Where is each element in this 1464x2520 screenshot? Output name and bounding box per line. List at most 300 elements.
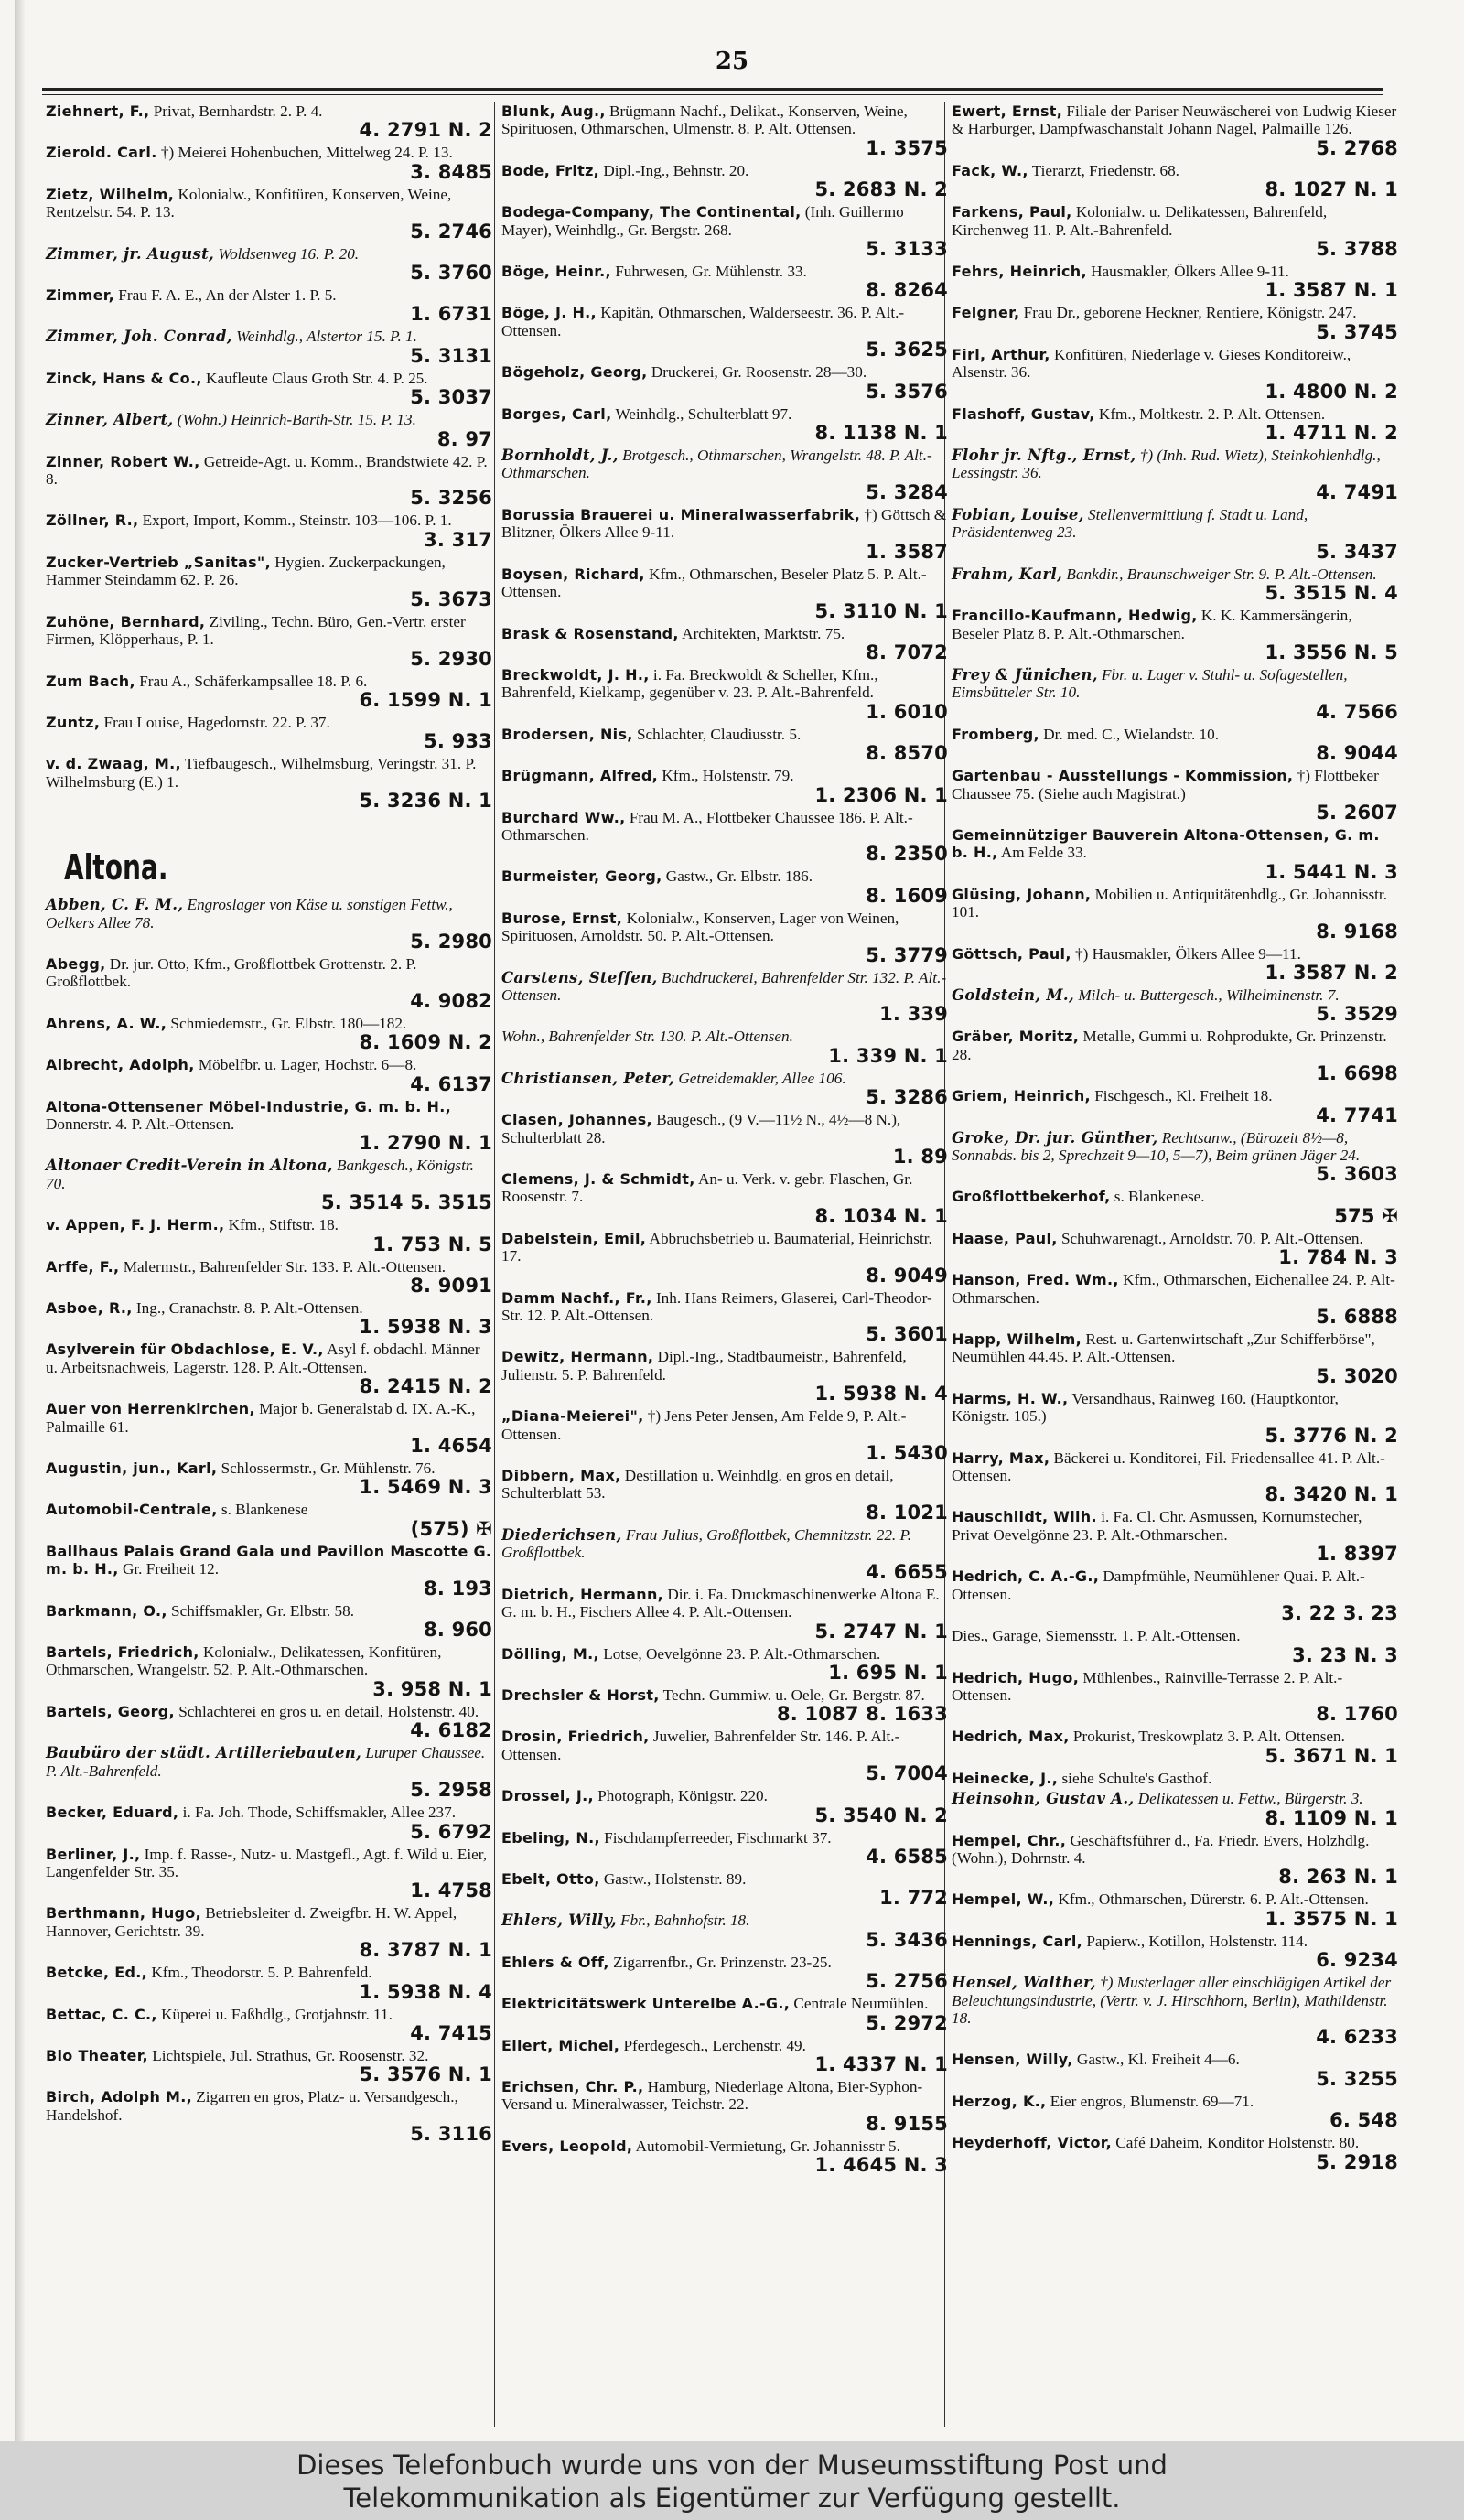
entry-details: Gastw., Holstenstr. 89.: [603, 1869, 747, 1888]
entry-details: Dipl.-Ing., Stadtbaumeistr., Bahrenfeld, Julienstr. 5. P. Bahrenfeld.: [501, 1348, 907, 1384]
phone-number: 5. 3601: [866, 1323, 948, 1346]
phone-number: 4. 6182: [410, 1719, 492, 1742]
directory-entry: [46, 714, 492, 752]
entry-name: Hempel, W.,: [952, 1890, 1055, 1909]
entry-name: Zinner, Albert,: [46, 411, 174, 429]
directory-entry: [952, 2093, 1398, 2131]
directory-entry: [952, 1728, 1398, 1766]
phone-number: 4. 6233: [1316, 2026, 1398, 2049]
entry-details: Frau M. A., Flottbeker Chaussee 186. P. Alt.-Othmarschen.: [501, 808, 913, 844]
column-1-entries-altona: [46, 896, 492, 2145]
phone-number: (575) ✠: [410, 1517, 492, 1540]
entry-details: Luruper Chaussee. P. Alt.-Bahrenfeld.: [46, 1744, 486, 1780]
phone-number: 5. 3779: [866, 943, 948, 966]
page-number: 25: [715, 48, 749, 75]
entry-details: (Inh. Guillermo Mayer), Weinhdlg., Gr. Bergstr. 268.: [501, 203, 904, 239]
entry-name: Ebelt, Otto,: [501, 1869, 600, 1888]
directory-entry: [501, 1170, 948, 1227]
entry-details: Café Daheim, Konditor Holstenstr. 80.: [1115, 2134, 1360, 2152]
entry-name: Brügmann, Alfred,: [501, 767, 659, 785]
phone-number: 575 ✠: [1334, 1204, 1398, 1227]
directory-entry: [46, 286, 492, 325]
entry-details: Zigarren en gros, Platz- u. Versandgesch., Handelshof.: [46, 2088, 458, 2124]
directory-entry: [501, 363, 948, 402]
entry-name: Auer von Herrenkirchen,: [46, 1400, 255, 1418]
entry-details: Papierw., Kotillon, Holstenstr. 114.: [1086, 1932, 1308, 1950]
phone-number: 5. 3037: [410, 386, 492, 409]
entry-details: Kolonialw., Konserven, Lager von Weinen, Spirituosen, Arnoldstr. 50. P. Alt.-Ottensen.: [501, 909, 899, 945]
entry-name: Ehlers & Off,: [501, 1953, 609, 1971]
entry-name: Brask & Rosenstand,: [501, 624, 679, 642]
entry-name: Burose, Ernst,: [501, 909, 623, 927]
entry-name: Hedrich, Hugo,: [952, 1668, 1080, 1686]
directory-entry: [952, 2134, 1398, 2172]
column-1: [46, 102, 492, 2148]
entry-name: Zuntz,: [46, 713, 101, 731]
section-heading-altona: Altona.: [64, 847, 168, 888]
entry-details: i. Fa. Cl. Chr. Asmussen, Kornumstecher, Privat Oevelgönne 23. P. Alt.-Othmarschen.: [952, 1508, 1362, 1544]
entry-details: Kolonialw., Konfitüren, Konserven, Weine, Rentzelstr. 54. P. 13.: [46, 185, 452, 221]
entry-details: Dampfmühle, Neumühlener Quai. P. Alt.-Ottensen.: [952, 1567, 1365, 1603]
directory-entry: [46, 1501, 492, 1539]
phone-number: 5. 3286: [866, 1086, 948, 1109]
entry-details: Rest. u. Gartenwirtschaft „Zur Schifferbörse", Neumühlen 44.45. P. Alt.-Ottensen.: [952, 1330, 1375, 1366]
entry-details: Weinhdlg., Alstertor 15. P. 1.: [236, 328, 417, 346]
entry-name: Abegg,: [46, 954, 106, 973]
entry-details: Kolonialw. u. Delikatessen, Bahrenfeld, Kirchenweg 11. P. Alt.-Bahrenfeld.: [952, 203, 1328, 239]
entry-name: Diederichsen,: [501, 1525, 622, 1544]
phone-number: 8. 1609: [866, 884, 948, 907]
directory-entry: [952, 1390, 1398, 1447]
phone-number: 1. 3587: [866, 540, 948, 563]
phone-number: 4. 2791 N. 2: [359, 119, 492, 142]
entry-name: Bartels, Georg,: [46, 1702, 175, 1720]
entry-name: Hensen, Willy,: [952, 2051, 1073, 2069]
entry-details: Brügmann Nachf., Delikat., Konserven, Weine, Spirituosen, Othmarschen, Ulmenstr. 8. P. Alt. Ottensen.: [501, 102, 908, 138]
entry-details: Buchdruckerei, Bahrenfelder Str. 132. P. Alt.-Ottensen.: [501, 968, 947, 1004]
entry-name: Dewitz, Hermann,: [501, 1348, 654, 1366]
entry-name: Bögeholz, Georg,: [501, 363, 648, 382]
phone-number: 8. 1087 8. 1633: [776, 1703, 948, 1726]
phone-number: 8. 1760: [1316, 1703, 1398, 1726]
entry-details: Frau Julius, Großflottbek, Chemnitzstr. 22. P. Großflottbek.: [501, 1525, 912, 1562]
directory-entry: [952, 886, 1398, 942]
phone-number: 8. 9044: [1316, 742, 1398, 765]
entry-name: Augustin, jun., Karl,: [46, 1459, 218, 1478]
entry-name: Ewert, Ernst,: [952, 102, 1063, 120]
phone-number: 8. 97: [436, 427, 492, 450]
entry-name: Ziehnert, F.,: [46, 102, 150, 120]
entry-details: Engroslager von Käse u. sonstigen Fettw., Oelkers Allee 78.: [46, 896, 453, 932]
phone-number: 5. 3133: [866, 238, 948, 261]
phone-number: 1. 784 N. 3: [1278, 1246, 1398, 1269]
directory-entry: [46, 1015, 492, 1053]
header-rule-thin: [42, 94, 1383, 95]
entry-details: Kapitän, Othmarschen, Walderseestr. 36. P. Alt.-Ottensen.: [501, 304, 905, 339]
directory-entry: [501, 2037, 948, 2075]
phone-number: 1. 3587 N. 1: [1265, 279, 1398, 302]
directory-entry: [501, 565, 948, 622]
directory-entry: [46, 896, 492, 953]
phone-number: 1. 2306 N. 1: [814, 783, 948, 806]
phone-number: 1. 5430: [866, 1442, 948, 1465]
phone-number: 8. 9168: [1316, 920, 1398, 942]
phone-number: 6. 9234: [1316, 1949, 1398, 1972]
phone-number: 8. 960: [424, 1619, 492, 1642]
directory-entry: [952, 1449, 1398, 1506]
directory-entry: [952, 1129, 1398, 1186]
entry-name: Fobian, Louise,: [952, 505, 1084, 523]
phone-number: 5. 2980: [410, 930, 492, 953]
directory-entry: [952, 1669, 1398, 1726]
entry-details: Rechtsanw., (Bürozeit 8½—8, Sonnabds. bis 2, Sprechzeit 9—10, 5—7), Beim grünen Jäger 24.: [952, 1128, 1361, 1164]
phone-number: 1. 8397: [1316, 1543, 1398, 1566]
directory-entry: [952, 2051, 1398, 2089]
directory-entry: [952, 102, 1398, 159]
entry-name: Flohr jr. Nftg., Ernst,: [952, 447, 1136, 465]
directory-entry: [501, 1230, 948, 1287]
directory-entry: [46, 1804, 492, 1842]
phone-number: 1. 5938 N. 4: [814, 1383, 948, 1405]
phone-number: 1. 5441 N. 3: [1265, 860, 1398, 883]
entry-details: Konfitüren, Niederlage v. Gieses Konditoreiw., Alsenstr. 36.: [952, 345, 1351, 382]
entry-name: Griem, Heinrich,: [952, 1087, 1091, 1105]
directory-entry: [952, 986, 1398, 1025]
entry-details: Schuhwarenagt., Arnoldstr. 70. P. Alt.-Ottensen.: [1060, 1229, 1363, 1247]
phone-number: 5. 2918: [1316, 2150, 1398, 2173]
entry-details: Kfm., Holstenstr. 79.: [662, 767, 794, 785]
directory-entry: [46, 1543, 492, 1599]
entry-name: „Diana-Meierei",: [501, 1407, 644, 1426]
phone-number: 4. 6585: [866, 1845, 948, 1868]
phone-number: 4. 7415: [410, 2021, 492, 2044]
entry-details: Gastw., Kl. Freiheit 4—6.: [1076, 2051, 1240, 2069]
directory-entry: [952, 405, 1398, 444]
entry-details: †) Meierei Hohenbuchen, Mittelweg 24. P. 13.: [160, 144, 453, 162]
entry-details: Küperei u. Faßhdlg., Grotjahnstr. 11.: [161, 2005, 393, 2023]
directory-entry: [501, 1787, 948, 1825]
entry-name: Dietrich, Hermann,: [501, 1585, 664, 1603]
phone-number: 3. 23 N. 3: [1292, 1643, 1398, 1666]
entry-name: Bornholdt, J.,: [501, 447, 619, 465]
entry-name: Drossel, J.,: [501, 1787, 594, 1805]
phone-number: 4. 7741: [1316, 1104, 1398, 1126]
entry-details: †) Hausmakler, Ölkers Allee 9—11.: [1075, 944, 1301, 963]
phone-number: 5. 3020: [1316, 1364, 1398, 1387]
directory-entry: [952, 565, 1398, 604]
directory-entry: [46, 1703, 492, 1741]
entry-details: Kfm., Stiftstr. 18.: [228, 1216, 339, 1234]
entry-details: Geschäftsführer d., Fa. Friedr. Evers, Holzhdlg. (Wohn.), Dohrnstr. 4.: [952, 1831, 1370, 1867]
directory-entry: [46, 411, 492, 449]
entry-name: Hensel, Walther,: [952, 1974, 1096, 1992]
directory-entry: [952, 726, 1398, 764]
phone-number: 8. 263 N. 1: [1278, 1866, 1398, 1889]
directory-entry: [952, 1770, 1398, 1787]
phone-number: 5. 3540 N. 2: [814, 1804, 948, 1826]
directory-entry: [501, 1686, 948, 1725]
directory-entry: [952, 203, 1398, 260]
directory-entry: [952, 1028, 1398, 1084]
entry-name: Bettac, C. C.,: [46, 2005, 157, 2023]
entry-details: Getreide-Agt. u. Komm., Brandstwiete 42. P. 8.: [46, 452, 488, 489]
phone-number: 5. 3131: [410, 344, 492, 367]
phone-number: 1. 6698: [1316, 1062, 1398, 1085]
entry-details: Kfm., Theodorstr. 5. P. Bahrenfeld.: [151, 1964, 372, 1982]
phone-number: 5. 3236 N. 1: [359, 790, 492, 813]
directory-entry: [952, 1230, 1398, 1268]
entry-details: Schmiedemstr., Gr. Elbstr. 180—182.: [170, 1014, 407, 1032]
phone-number: 5. 3514 5. 3515: [320, 1191, 492, 1214]
directory-entry: [501, 304, 948, 361]
entry-name: Asylverein für Obdachlose, E. V.,: [46, 1341, 324, 1359]
phone-number: 1. 3575 N. 1: [1265, 1907, 1398, 1930]
phone-number: 1. 695 N. 1: [828, 1661, 948, 1684]
directory-entry: [501, 1728, 948, 1784]
directory-entry: [501, 1289, 948, 1346]
entry-name: Happ, Wilhelm,: [952, 1330, 1082, 1349]
entry-name: v. Appen, F. J. Herm.,: [46, 1216, 225, 1234]
entry-details: Dipl.-Ing., Behnstr. 20.: [603, 161, 749, 179]
entry-name: Barkmann, O.,: [46, 1601, 167, 1620]
directory-entry: [952, 1790, 1398, 1828]
entry-name: Berthmann, Hugo,: [46, 1904, 201, 1922]
phone-number: 8. 1609 N. 2: [359, 1031, 492, 1054]
phone-number: 5. 2756: [866, 1970, 948, 1993]
phone-number: 8. 1109 N. 1: [1265, 1806, 1398, 1829]
directory-entry: [46, 144, 492, 182]
phone-number: 5. 3576: [866, 380, 948, 403]
entry-details: Ing., Cranachstr. 8. P. Alt.-Ottensen.: [135, 1299, 363, 1317]
entry-name: Hedrich, C. A.-G.,: [952, 1567, 1100, 1586]
directory-entry: [952, 767, 1398, 824]
directory-entry: [952, 1567, 1398, 1624]
phone-number: 8. 8264: [866, 279, 948, 302]
entry-name: Burmeister, Georg,: [501, 867, 662, 886]
entry-details: Privat, Bernhardstr. 2. P. 4.: [153, 102, 323, 120]
entry-details: Druckerei, Gr. Roosenstr. 28—30.: [651, 363, 867, 382]
directory-entry: [46, 328, 492, 366]
column-2: [501, 102, 948, 2179]
entry-name: Burchard Ww.,: [501, 808, 626, 826]
directory-entry: [46, 1400, 492, 1457]
entry-name: Böge, J. H.,: [501, 304, 597, 322]
entry-details: K. K. Kammersängerin, Beseler Platz 8. P. Alt.-Othmarschen.: [952, 607, 1352, 642]
entry-name: Harry, Max,: [952, 1448, 1050, 1467]
entry-name: Ellert, Michel,: [501, 2036, 620, 2054]
entry-details: Donnerstr. 4. P. Alt.-Ottensen.: [46, 1115, 235, 1133]
entry-details: †) Göttsch & Blitzner, Ölkers Allee 9-11.: [501, 505, 947, 542]
entry-name: Clasen, Johannes,: [501, 1111, 652, 1129]
directory-entry: [46, 1643, 492, 1700]
phone-number: 8. 1027 N. 1: [1265, 178, 1398, 201]
entry-name: Francillo-Kaufmann, Hedwig,: [952, 607, 1198, 625]
directory-entry: [952, 826, 1398, 883]
entry-name: Altonaer Credit-Verein in Altona,: [46, 1157, 333, 1175]
entry-name: Ehlers, Willy,: [501, 1912, 617, 1930]
phone-number: 1. 5469 N. 3: [359, 1476, 492, 1499]
directory-entry: [46, 1098, 492, 1155]
column-1-entries-zimmer: [46, 102, 492, 812]
directory-entry: [46, 554, 492, 610]
column-3: [952, 102, 1398, 2176]
directory-entry: [46, 1904, 492, 1961]
entry-details: Kfm., Othmarschen, Dürerstr. 6. P. Alt.-Ottensen.: [1058, 1890, 1369, 1909]
directory-entry: [501, 1954, 948, 1992]
entry-name: Heyderhoff, Victor,: [952, 2134, 1112, 2152]
entry-name: Hauschildt, Wilh.: [952, 1508, 1097, 1526]
directory-entry: [501, 1070, 948, 1108]
directory-entry: [46, 955, 492, 1012]
entry-name: Zinck, Hans & Co.,: [46, 369, 202, 387]
phone-number: 5. 3255: [1316, 2067, 1398, 2090]
directory-entry: [952, 945, 1398, 984]
entry-details: Versandhaus, Rainweg 160. (Hauptkontor, Königstr. 105.): [952, 1389, 1339, 1426]
directory-entry: [952, 447, 1398, 503]
entry-details: (Wohn.) Heinrich-Barth-Str. 15. P. 13.: [177, 411, 416, 429]
phone-number: 5. 3745: [1316, 320, 1398, 343]
entry-name: Hempel, Chr.,: [952, 1831, 1067, 1849]
directory-entry: [501, 405, 948, 444]
directory-entry: [952, 1627, 1398, 1665]
phone-number: 5. 3788: [1316, 238, 1398, 261]
entry-details: Mobilien u. Antiquitätenhdlg., Gr. Johannisstr. 101.: [952, 885, 1388, 921]
entry-details: Bankgesch., Königstr. 70.: [46, 1157, 474, 1192]
entry-details: Wohn., Bahrenfelder Str. 130. P. Alt.-Ottensen.: [501, 1028, 793, 1046]
directory-entry: [952, 1508, 1398, 1565]
directory-entry: [501, 1645, 948, 1684]
directory-entry: [501, 1526, 948, 1583]
phone-number: 5. 7004: [866, 1762, 948, 1785]
directory-entry: [501, 625, 948, 663]
entry-details: s. Blankenese: [221, 1501, 308, 1519]
entry-details: i. Fa. Joh. Thode, Schiffsmakler, Allee 237.: [182, 1804, 457, 1822]
entry-name: Evers, Leopold,: [501, 2137, 633, 2155]
entry-details: Techn. Gummiw. u. Oele, Gr. Bergstr. 87.: [662, 1685, 925, 1704]
directory-entry: [501, 263, 948, 301]
directory-entry: [46, 755, 492, 812]
entry-details: Abbruchsbetrieb u. Baumaterial, Heinrichstr. 17.: [501, 1229, 932, 1265]
phone-number: 5. 2747 N. 1: [814, 1620, 948, 1642]
entry-details: Imp. f. Rasse-, Nutz- u. Mastgefl., Agt. f. Wild u. Eier, Langenfelder Str. 35.: [46, 1845, 488, 1880]
entry-details: Dies., Garage, Siemensstr. 1. P. Alt.-Ottensen.: [952, 1627, 1241, 1645]
directory-entry: [501, 1028, 948, 1066]
phone-number: 5. 2746: [410, 220, 492, 242]
phone-number: 1. 339: [879, 1003, 948, 1026]
directory-entry: [501, 666, 948, 723]
entry-name: Ahrens, A. W.,: [46, 1014, 167, 1032]
entry-details: Frau Louise, Hagedornstr. 22. P. 37.: [103, 713, 330, 731]
directory-entry: [952, 1832, 1398, 1889]
entry-name: Zimmer, jr. August,: [46, 244, 215, 263]
entry-name: Dölling, M.,: [501, 1644, 599, 1663]
directory-entry: [501, 506, 948, 563]
entry-details: Centrale Neumühlen.: [793, 1995, 929, 2013]
entry-details: Fuhrwesen, Gr. Mühlenstr. 33.: [615, 263, 807, 281]
entry-name: Frey & Jünichen,: [952, 665, 1098, 684]
entry-details: Tierarzt, Friedenstr. 68.: [1031, 161, 1179, 179]
entry-details: Hausmakler, Ölkers Allee 9-11.: [1091, 263, 1289, 281]
entry-details: Bäckerei u. Konditorei, Fil. Friedensallee 41. P. Alt.-Ottensen.: [952, 1448, 1385, 1485]
phone-number: 5. 933: [424, 730, 492, 753]
phone-number: 5. 3603: [1316, 1163, 1398, 1186]
directory-entry: [501, 726, 948, 764]
phone-number: 1. 3575: [866, 136, 948, 159]
directory-entry: [501, 969, 948, 1026]
entry-name: Zuhöne, Bernhard,: [46, 612, 206, 630]
entry-name: Albrecht, Adolph,: [46, 1056, 195, 1074]
phone-number: 1. 4654: [410, 1435, 492, 1458]
phone-number: 8. 1034 N. 1: [814, 1204, 948, 1227]
phone-number: 5. 2683 N. 2: [814, 178, 948, 201]
phone-number: 8. 9091: [410, 1275, 492, 1297]
directory-entry: [46, 1744, 492, 1801]
directory-entry: [952, 346, 1398, 403]
entry-name: Dabelstein, Emil,: [501, 1229, 647, 1247]
column-2-entries: [501, 102, 948, 2176]
entry-name: Herzog, K.,: [952, 2092, 1047, 2110]
entry-name: Drechsler & Horst,: [501, 1685, 660, 1704]
entry-name: Gräber, Moritz,: [952, 1028, 1080, 1046]
directory-entry: [46, 245, 492, 284]
phone-number: 5. 3529: [1316, 1003, 1398, 1026]
directory-entry: [952, 1890, 1398, 1929]
phone-number: 8. 9049: [866, 1264, 948, 1287]
entry-details: Ziviling., Techn. Büro, Gen.-Vertr. erster Firmen, Klöpperhaus, P. 1.: [46, 612, 466, 649]
entry-details: Fbr., Bahnhofstr. 18.: [620, 1912, 750, 1930]
header-rule: [42, 88, 1383, 91]
directory-entry: [501, 447, 948, 503]
phone-number: 6. 1599 N. 1: [359, 688, 492, 711]
phone-number: 5. 2930: [410, 647, 492, 670]
directory-entry: [46, 1459, 492, 1498]
entry-name: Gemeinnütziger Bauverein Altona-Ottensen, G. m. b. H.,: [952, 825, 1380, 862]
entry-details: Hamburg, Niederlage Altona, Bier-Syphon-Versand u. Mineralwasser, Teichstr. 22.: [501, 2077, 923, 2114]
phone-number: 1. 4800 N. 2: [1265, 380, 1398, 403]
directory-entry: [501, 1995, 948, 2033]
phone-number: 4. 7566: [1316, 700, 1398, 723]
entry-name: Borges, Carl,: [501, 404, 612, 423]
entry-name: Göttsch, Paul,: [952, 944, 1071, 963]
directory-entry: [952, 304, 1398, 342]
entry-details: Fischgesch., Kl. Freiheit 18.: [1094, 1087, 1273, 1105]
phone-number: 4. 7491: [1316, 480, 1398, 503]
entry-details: Schlachter, Claudiusstr. 5.: [636, 725, 802, 743]
entry-name: Ballhaus Palais Grand Gala und Pavillon Mascotte G. m. b. H.,: [46, 1542, 492, 1578]
entry-name: Gartenbau - Ausstellungs - Kommission,: [952, 767, 1294, 785]
entry-details: Brotgesch., Othmarschen, Wrangelstr. 48. P. Alt.-Othmarschen.: [501, 447, 932, 482]
phone-number: 1. 4711 N. 2: [1265, 422, 1398, 445]
directory-entry: [952, 1933, 1398, 1971]
entry-name: Zucker-Vertrieb „Sanitas",: [46, 553, 271, 571]
phone-number: 5. 3576 N. 1: [359, 2063, 492, 2086]
phone-number: 5. 3437: [1316, 540, 1398, 563]
entry-details: Getreidemakler, Allee 106.: [678, 1069, 846, 1087]
phone-number: 5. 2958: [410, 1779, 492, 1802]
phone-number: 5. 3116: [410, 2123, 492, 2146]
entry-details: siehe Schulte's Gasthof.: [1061, 1769, 1212, 1787]
entry-name: Hennings, Carl,: [952, 1932, 1083, 1950]
entry-details: Photograph, Königstr. 220.: [597, 1787, 768, 1805]
directory-entry: [46, 1157, 492, 1213]
entry-details: Milch- u. Buttergesch., Wilhelminenstr. 7.: [1078, 985, 1340, 1004]
directory-entry: [952, 666, 1398, 723]
entry-name: Christiansen, Peter,: [501, 1069, 675, 1087]
phone-number: 8. 193: [424, 1577, 492, 1599]
entry-details: Schlossermstr., Gr. Mühlenstr. 76.: [221, 1459, 436, 1478]
entry-name: Zierold. Carl.: [46, 144, 157, 162]
entry-details: Am Felde 33.: [1000, 844, 1087, 862]
